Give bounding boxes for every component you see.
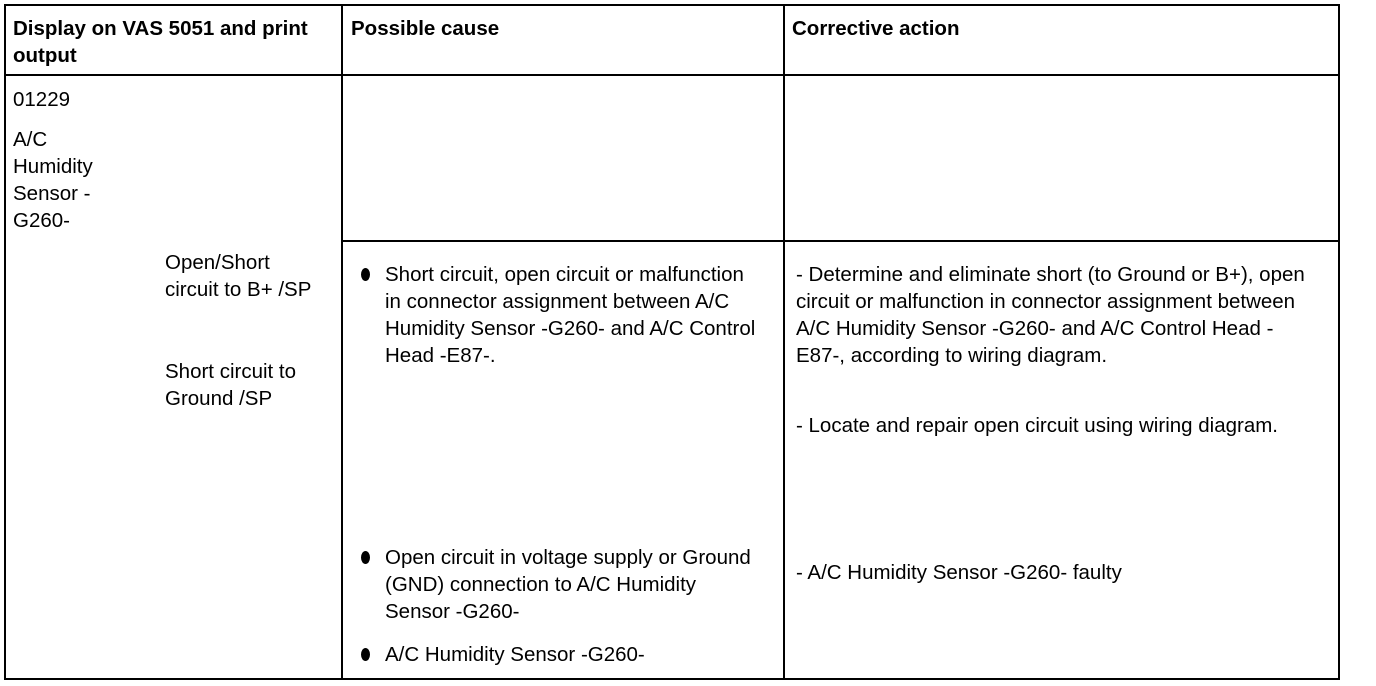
bullet-icon bbox=[361, 648, 370, 661]
bullet-icon bbox=[361, 268, 370, 281]
fault-type-short-ground: Short circuit to Ground /SP bbox=[165, 360, 297, 410]
action-item: - A/C Humidity Sensor -G260- faulty bbox=[796, 561, 1122, 584]
row-divider bbox=[341, 240, 1338, 242]
fault-type-open-short: Open/Short circuit to B+ /SP bbox=[165, 251, 312, 301]
header-display: Display on VAS 5051 and print output bbox=[13, 17, 308, 67]
fault-code: 01229 bbox=[13, 88, 71, 111]
action-item: - Locate and repair open circuit using wiring diagram. bbox=[796, 414, 1279, 437]
fault-table bbox=[4, 4, 1340, 680]
column-divider bbox=[341, 6, 343, 678]
cause-item: Short circuit, open circuit or malfunction in connector assignment between A/C Humidity Sensor -G260- and A/C Control Head -E87-. bbox=[385, 263, 756, 367]
action-item: - Determine and eliminate short (to Ground or B+), open circuit or malfunction in connector assignment between A/C Humidity Sensor -G260- and A/C Control Head -E87-, according to wiring diagram. bbox=[796, 263, 1305, 367]
cause-item: A/C Humidity Sensor -G260- bbox=[385, 643, 645, 666]
header-action: Corrective action bbox=[792, 17, 960, 40]
header-cause: Possible cause bbox=[351, 17, 500, 40]
cause-item: Open circuit in voltage supply or Ground (GND) connection to A/C Humidity Sensor -G260- bbox=[385, 546, 751, 623]
component-name: A/C Humidity Sensor -G260- bbox=[13, 128, 93, 232]
bullet-icon bbox=[361, 551, 370, 564]
column-divider bbox=[783, 6, 785, 678]
header-divider bbox=[6, 74, 1338, 76]
